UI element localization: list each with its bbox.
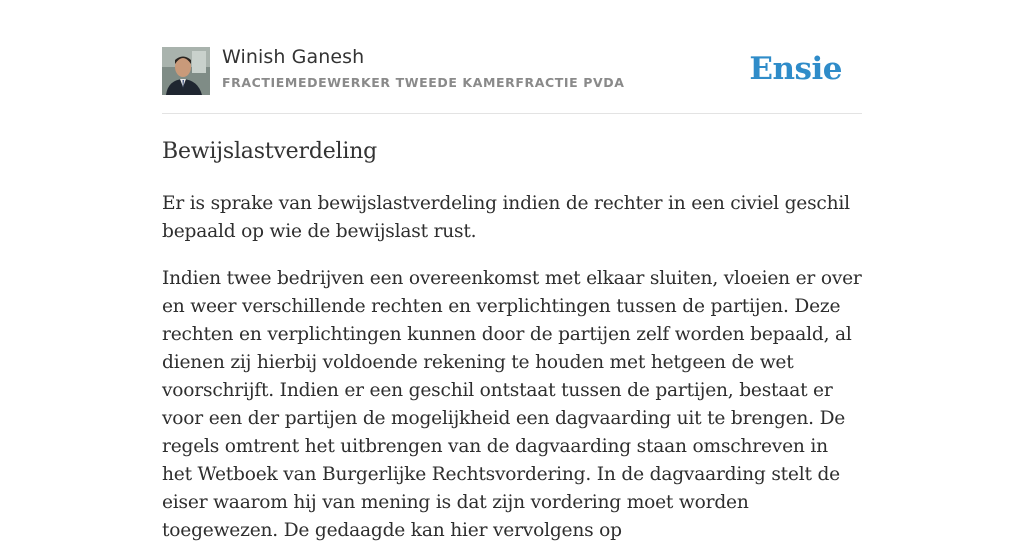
header-divider [162, 113, 862, 114]
article-title: Bewijslastverdeling [162, 139, 378, 164]
author-name[interactable]: Winish Ganesh [222, 46, 365, 68]
ensie-logo[interactable]: Ensie [749, 51, 842, 87]
article-paragraph: Er is sprake van bewijslastverdeling indien de rechter in een civiel geschil bepaald op wie de bewijslast rust. [162, 193, 850, 242]
author-header [162, 46, 862, 96]
author-avatar[interactable] [162, 47, 210, 95]
person-avatar-icon [162, 47, 210, 95]
article-paragraph: Indien twee bedrijven een overeenkomst met elkaar sluiten, vloeien er over en weer verschillende rechten en verplichtingen tussen de partijen. Deze rechten en verplichtingen kunnen door de partijen zelf worden bepaald, al dienen zij hierbij voldoende rekening te houden met hetgeen de wet voorschrijft. Indien er een geschil ontstaat tussen de partijen, bestaat er voor een der partijen de mogelijkheid een dagvaarding uit te brengen. De regels omtrent het uitbrengen van de dagvaarding staan omschreven in het Wetboek van Burgerlijke Rechtsvordering. In de dagvaarding stelt de eiser waarom hij van mening is dat zijn vordering moet worden toegewezen. De gedaagde kan hier vervolgens op [162, 268, 862, 541]
author-role: FRACTIEMEDEWERKER TWEEDE KAMERFRACTIE PVDA [222, 75, 625, 90]
